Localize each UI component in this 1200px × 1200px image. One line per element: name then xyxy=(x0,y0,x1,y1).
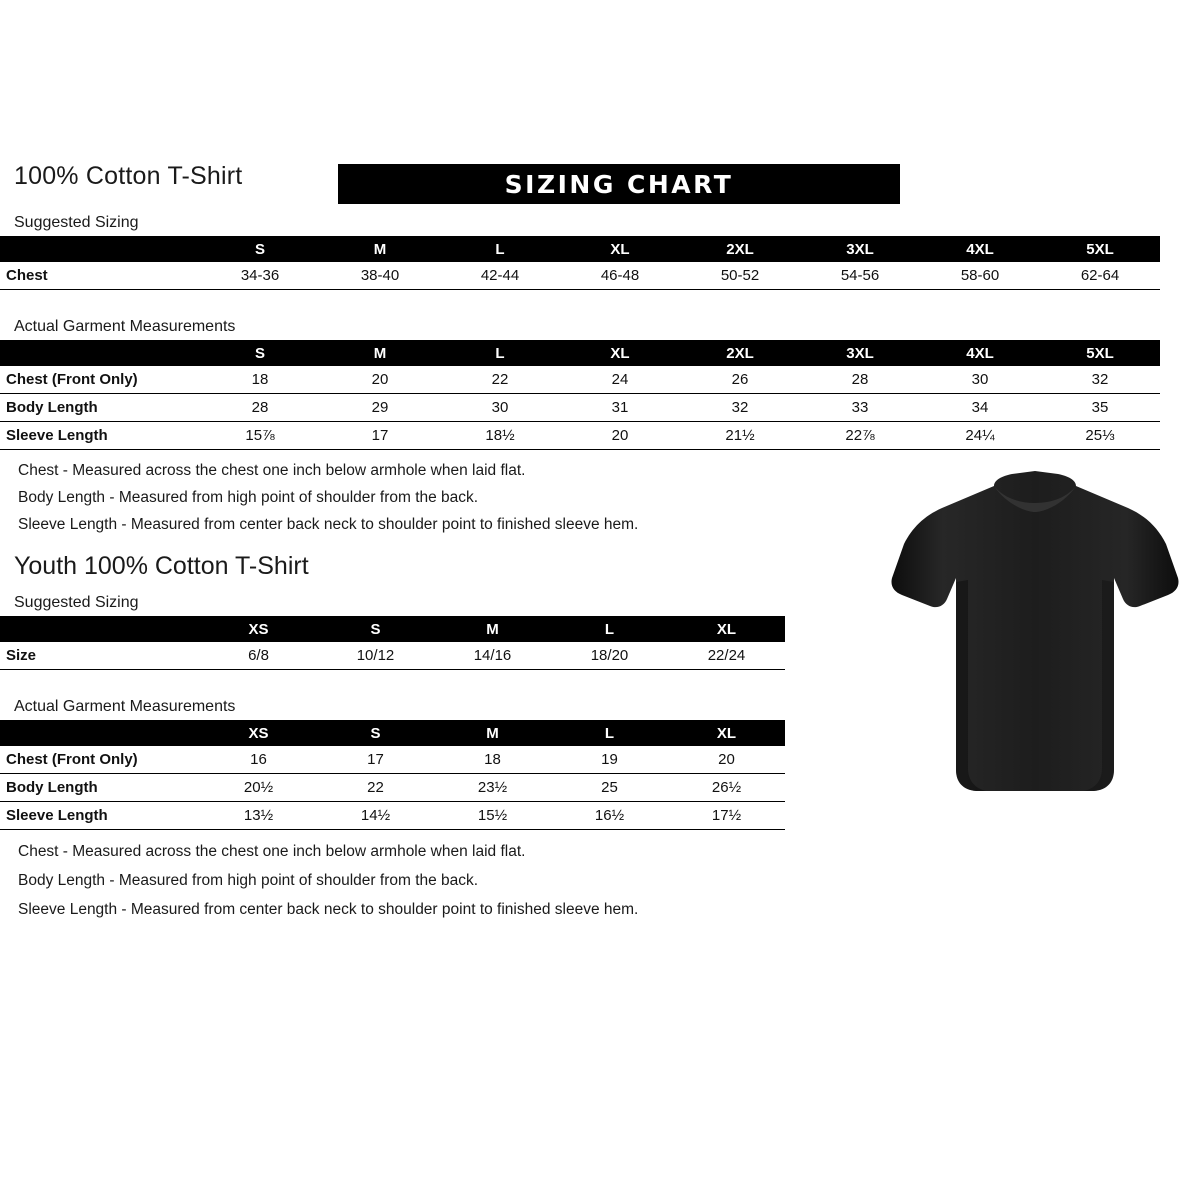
youth-section-title: Youth 100% Cotton T-Shirt xyxy=(14,552,309,580)
row-label-chest: Chest xyxy=(0,262,200,290)
cell-bodylength-s: 22 xyxy=(317,774,434,802)
row-label-size: Size xyxy=(0,642,200,670)
cell-chestfront-3xl: 28 xyxy=(800,366,920,394)
t-shirt-icon xyxy=(890,470,1180,810)
youth-note-sleeve-length: Sleeve Length - Measured from center back neck to shoulder point to finished sleeve hem. xyxy=(18,901,639,918)
row-label-sleeve-length: Sleeve Length xyxy=(0,802,200,830)
cell-chest-5xl: 62-64 xyxy=(1040,262,1160,290)
table-header-row xyxy=(0,236,1160,262)
adult-section-title: 100% Cotton T-Shirt xyxy=(14,162,243,190)
adult-suggested-sizing-label: Suggested Sizing xyxy=(14,214,139,231)
col-head-xl: XL xyxy=(668,720,785,746)
cell-bodylength-3xl: 33 xyxy=(800,394,920,422)
cell-sleevelength-l: 18½ xyxy=(440,422,560,450)
table-header-row xyxy=(0,340,1160,366)
cell-sleevelength-xs: 13½ xyxy=(200,802,317,830)
row-label-body-length: Body Length xyxy=(0,774,200,802)
cell-bodylength-4xl: 34 xyxy=(920,394,1040,422)
cell-chestfront-5xl: 32 xyxy=(1040,366,1160,394)
adult-note-body-length: Body Length - Measured from high point of shoulder from the back. xyxy=(18,489,479,506)
cell-sleevelength-4xl: 24¼ xyxy=(920,422,1040,450)
col-head-3xl: 3XL xyxy=(800,340,920,366)
youth-suggested-sizing-table xyxy=(0,616,785,670)
col-head-xl: XL xyxy=(560,236,680,262)
cell-size-xs: 6/8 xyxy=(200,642,317,670)
cell-size-m: 14/16 xyxy=(434,642,551,670)
col-head-4xl: 4XL xyxy=(920,340,1040,366)
cell-bodylength-xs: 20½ xyxy=(200,774,317,802)
col-head-m: M xyxy=(320,340,440,366)
cell-chest-4xl: 58-60 xyxy=(920,262,1040,290)
row-label-sleeve-length: Sleeve Length xyxy=(0,422,200,450)
cell-sleevelength-s: 14½ xyxy=(317,802,434,830)
col-head-2xl: 2XL xyxy=(680,340,800,366)
col-head-4xl: 4XL xyxy=(920,236,1040,262)
cell-chestfront-m: 18 xyxy=(434,746,551,774)
adult-suggested-sizing-table xyxy=(0,236,1160,290)
youth-actual-measurements-label: Actual Garment Measurements xyxy=(14,698,236,715)
table-row xyxy=(0,802,785,830)
adult-actual-measurements-label: Actual Garment Measurements xyxy=(14,318,236,335)
cell-chestfront-xl: 24 xyxy=(560,366,680,394)
cell-sleevelength-3xl: 22⅞ xyxy=(800,422,920,450)
col-head-l: L xyxy=(440,236,560,262)
youth-actual-measurements-table xyxy=(0,720,785,830)
col-head-xl: XL xyxy=(668,616,785,642)
cell-chestfront-l: 22 xyxy=(440,366,560,394)
cell-sleevelength-s: 15⅞ xyxy=(200,422,320,450)
cell-bodylength-m: 29 xyxy=(320,394,440,422)
col-head-l: L xyxy=(551,720,668,746)
col-head-l: L xyxy=(551,616,668,642)
cell-chest-3xl: 54-56 xyxy=(800,262,920,290)
table-row xyxy=(0,774,785,802)
cell-bodylength-xl: 26½ xyxy=(668,774,785,802)
adult-note-sleeve-length: Sleeve Length - Measured from center back neck to shoulder point to finished sleeve hem. xyxy=(18,516,639,533)
adult-note-chest: Chest - Measured across the chest one inch below armhole when laid flat. xyxy=(18,462,526,479)
table-header-row xyxy=(0,616,785,642)
cell-sleevelength-2xl: 21½ xyxy=(680,422,800,450)
cell-sleevelength-l: 16½ xyxy=(551,802,668,830)
table-row xyxy=(0,262,1160,290)
col-head-3xl: 3XL xyxy=(800,236,920,262)
cell-chestfront-4xl: 30 xyxy=(920,366,1040,394)
cell-sleevelength-5xl: 25⅓ xyxy=(1040,422,1160,450)
col-head-xs: XS xyxy=(200,720,317,746)
adult-actual-measurements-table xyxy=(0,340,1160,450)
col-head-5xl: 5XL xyxy=(1040,340,1160,366)
cell-bodylength-xl: 31 xyxy=(560,394,680,422)
cell-sleevelength-xl: 17½ xyxy=(668,802,785,830)
cell-sleevelength-m: 17 xyxy=(320,422,440,450)
col-head-xs: XS xyxy=(200,616,317,642)
cell-chest-2xl: 50-52 xyxy=(680,262,800,290)
youth-suggested-sizing-label: Suggested Sizing xyxy=(14,594,139,611)
cell-chest-s: 34-36 xyxy=(200,262,320,290)
cell-sleevelength-xl: 20 xyxy=(560,422,680,450)
col-head-m: M xyxy=(434,720,551,746)
cell-chestfront-2xl: 26 xyxy=(680,366,800,394)
sizing-chart-banner-label: SIZING CHART xyxy=(504,169,734,199)
cell-bodylength-s: 28 xyxy=(200,394,320,422)
youth-note-body-length: Body Length - Measured from high point of shoulder from the back. xyxy=(18,872,479,889)
col-head-s: S xyxy=(317,616,434,642)
cell-sleevelength-m: 15½ xyxy=(434,802,551,830)
table-row xyxy=(0,642,785,670)
row-label-body-length: Body Length xyxy=(0,394,200,422)
cell-bodylength-5xl: 35 xyxy=(1040,394,1160,422)
table-row xyxy=(0,422,1160,450)
t-shirt-illustration xyxy=(890,470,1180,810)
col-head-m: M xyxy=(434,616,551,642)
cell-chestfront-s: 17 xyxy=(317,746,434,774)
cell-chestfront-xs: 16 xyxy=(200,746,317,774)
row-label-chest-front-only: Chest (Front Only) xyxy=(0,366,200,394)
cell-chest-m: 38-40 xyxy=(320,262,440,290)
cell-chestfront-l: 19 xyxy=(551,746,668,774)
col-head-s: S xyxy=(200,340,320,366)
cell-bodylength-l: 30 xyxy=(440,394,560,422)
col-head-blank xyxy=(0,236,200,262)
row-label-chest-front-only: Chest (Front Only) xyxy=(0,746,200,774)
cell-chestfront-xl: 20 xyxy=(668,746,785,774)
col-head-xl: XL xyxy=(560,340,680,366)
table-row xyxy=(0,746,785,774)
col-head-l: L xyxy=(440,340,560,366)
col-head-s: S xyxy=(200,236,320,262)
col-head-m: M xyxy=(320,236,440,262)
cell-chestfront-s: 18 xyxy=(200,366,320,394)
col-head-blank xyxy=(0,340,200,366)
cell-bodylength-2xl: 32 xyxy=(680,394,800,422)
cell-size-l: 18/20 xyxy=(551,642,668,670)
cell-chestfront-m: 20 xyxy=(320,366,440,394)
cell-chest-xl: 46-48 xyxy=(560,262,680,290)
sizing-chart-banner xyxy=(338,164,900,204)
youth-note-chest: Chest - Measured across the chest one inch below armhole when laid flat. xyxy=(18,843,526,860)
cell-size-xl: 22/24 xyxy=(668,642,785,670)
col-head-blank xyxy=(0,616,200,642)
col-head-2xl: 2XL xyxy=(680,236,800,262)
table-row xyxy=(0,366,1160,394)
cell-size-s: 10/12 xyxy=(317,642,434,670)
cell-bodylength-l: 25 xyxy=(551,774,668,802)
table-row xyxy=(0,394,1160,422)
col-head-s: S xyxy=(317,720,434,746)
col-head-blank xyxy=(0,720,200,746)
col-head-5xl: 5XL xyxy=(1040,236,1160,262)
cell-chest-l: 42-44 xyxy=(440,262,560,290)
table-header-row xyxy=(0,720,785,746)
cell-bodylength-m: 23½ xyxy=(434,774,551,802)
